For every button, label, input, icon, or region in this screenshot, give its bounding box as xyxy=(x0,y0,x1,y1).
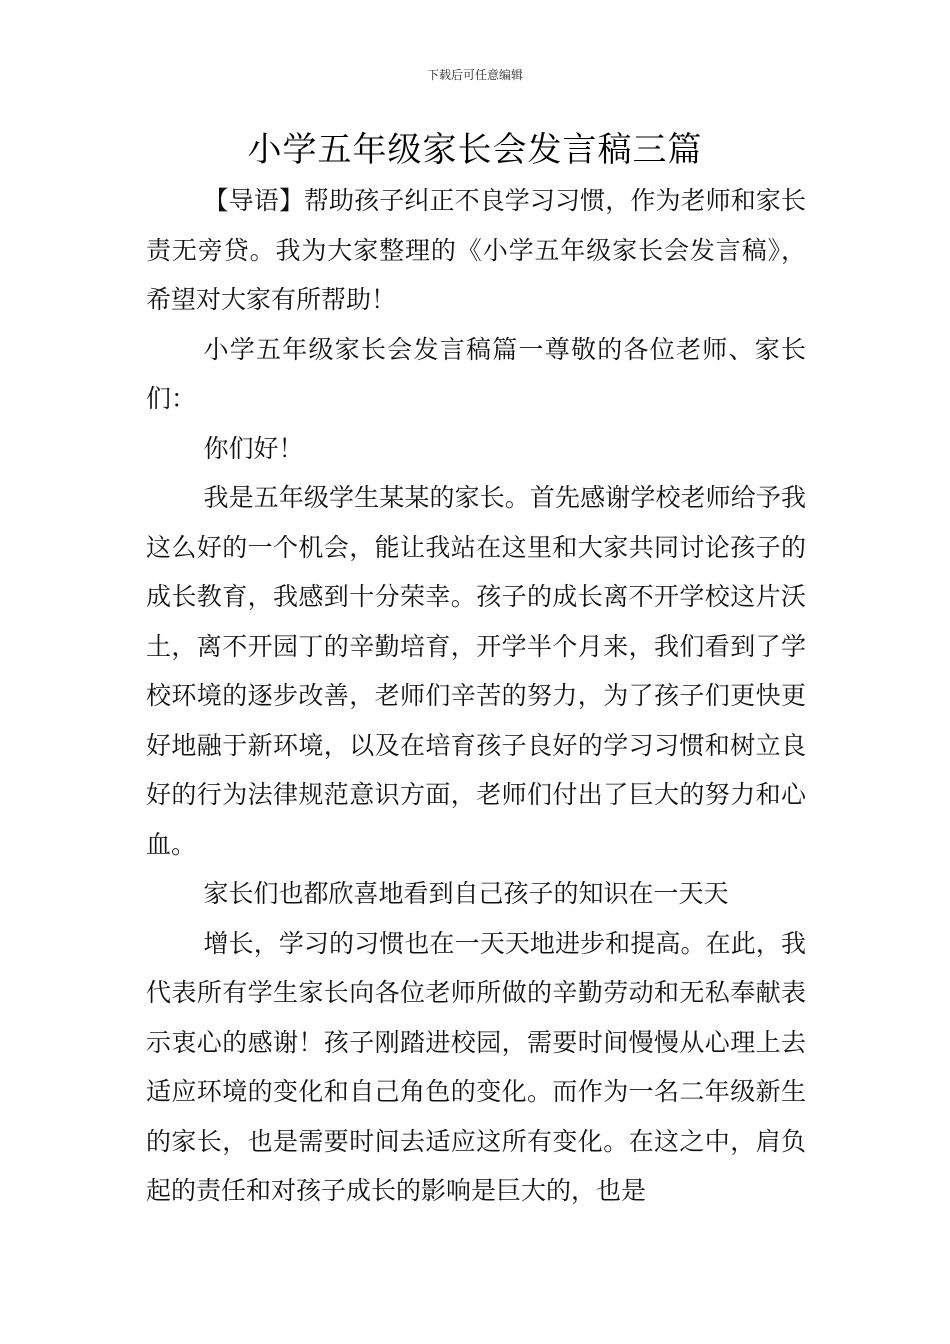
paragraph-greeting: 你们好！ xyxy=(203,433,304,463)
document-title: 小学五年级家长会发言稿三篇 xyxy=(247,130,703,170)
paragraph-body-1: 我是五年级学生某某的家长。首先感谢学校老师给予我这么好的一个机会，能让我站在这里和大家共同讨论孩子的成长教育，我感到十分荣幸。孩子的成长离不开学校这片沃土，离不开园丁的辛勤培育，开学半个月来，我们看到了学校环境的逐步改善，老师们辛苦的努力，为了孩子们更快更好地融于新环境，以及在培育孩子良好的学习习惯和树立良好的行为法律规范意识方面，老师们付出了巨大的努力和心血。 xyxy=(146,483,806,859)
header-note: 下载后可任意编辑 xyxy=(426,68,523,82)
paragraph-salutation: 小学五年级家长会发言稿篇一尊敬的各位老师、家长们： xyxy=(146,334,806,413)
paragraph-body-2: 家长们也都欣喜地看到自己孩子的知识在一天天 xyxy=(203,879,729,908)
paragraph-body-3: 增长，学习的习惯也在一天天地进步和提高。在此，我代表所有学生家长向各位老师所做的辛勤劳动和无私奉献表示衷心的感谢！孩子刚踏进校园，需要时间慢慢从心理上去适应环境的变化和自己角色的变化。而作为一名二年级新生的家长，也是需要时间去适应这所有变化。在这之中，肩负起的责任和对孩子成长的影响是巨大的，也是 xyxy=(146,928,806,1205)
document-body xyxy=(146,176,806,1216)
paragraph-intro: 【导语】帮助孩子纠正不良学习习惯，作为老师和家长责无旁贷。我为大家整理的《小学五年级家长会发言稿》，希望对大家有所帮助！ xyxy=(146,186,806,314)
